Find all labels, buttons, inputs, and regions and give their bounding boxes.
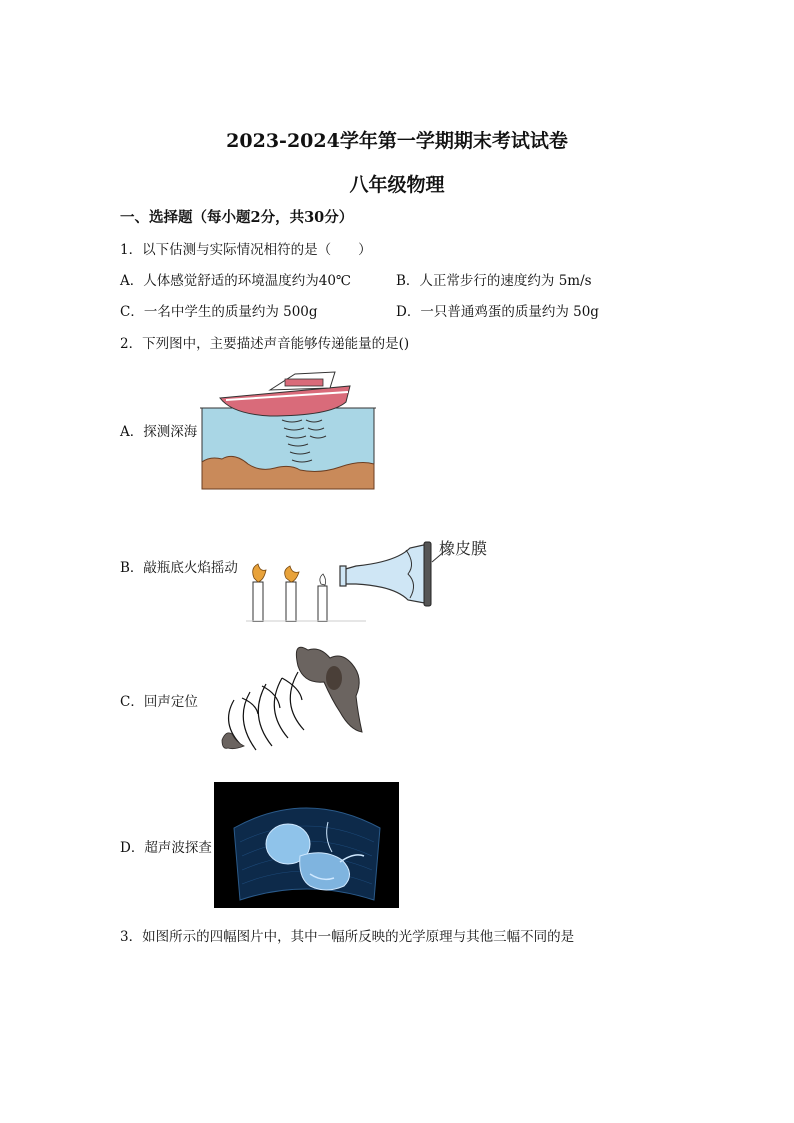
question-1-stem: 1．以下估测与实际情况相符的是（ ） <box>120 242 372 258</box>
bat-echolocation-illustration <box>212 638 368 758</box>
question-1-option-d: D．一只普通鸡蛋的质量约为 50g <box>396 304 599 320</box>
rubber-membrane-label: 橡皮膜 <box>439 539 488 558</box>
question-2-stem: 2．下列图中，主要描述声音能够传递能量的是() <box>120 336 410 352</box>
question-1-option-c: C．一名中学生的质量约为 500g <box>120 304 318 320</box>
exam-title: 2023-2024学年第一学期期末考试试卷 <box>226 130 568 152</box>
exam-subtitle: 八年级物理 <box>349 174 445 196</box>
candle-bottle-illustration <box>246 534 496 622</box>
section-heading: 一、选择题（每小题2分，共30分） <box>120 209 354 226</box>
question-2-option-c: C．回声定位 <box>120 694 198 710</box>
question-3-stem: 3．如图所示的四幅图片中，其中一幅所反映的光学原理与其他三幅不同的是 <box>120 929 575 945</box>
ultrasound-fetus-image <box>214 782 399 908</box>
question-2-option-b: B．敲瓶底火焰摇动 <box>120 560 238 576</box>
question-2-option-a: A．探测深海 <box>120 424 198 440</box>
question-1-option-a: A．人体感觉舒适的环境温度约为40℃ <box>120 273 352 289</box>
question-2-option-d: D．超声波探查 <box>120 840 212 856</box>
question-1-option-b: B．人正常步行的速度约为 5m/s <box>396 273 592 289</box>
sonar-ship-illustration <box>200 364 376 490</box>
